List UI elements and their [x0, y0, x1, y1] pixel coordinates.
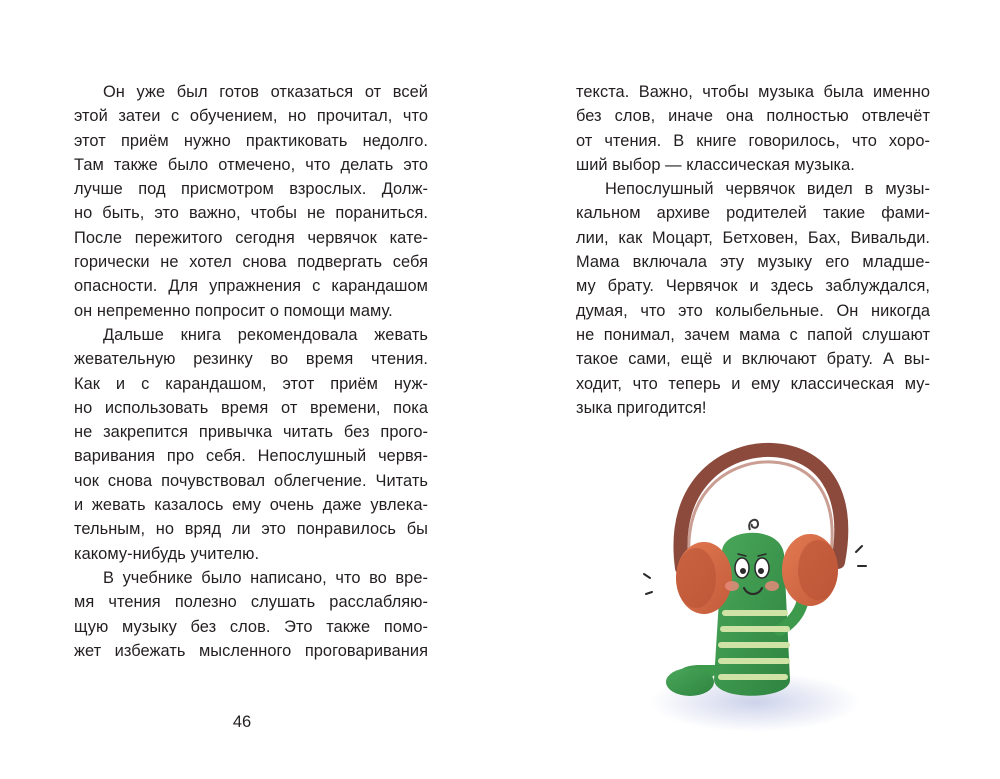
text-line: Мама включала эту музыку его младше-	[576, 253, 930, 272]
text-line: му брату. Червячок и здесь заблуждался,	[576, 277, 930, 296]
text-line: В учебнике было написано, что во вре-	[103, 568, 428, 587]
text-line: думая, что это колыбельные. Он никогда	[576, 301, 930, 320]
left-page-text	[74, 80, 428, 663]
right-page	[500, 0, 1000, 779]
text-line: но использовать время от времени, пока	[74, 398, 428, 417]
text-line: этот приём нужно практиковать недолго.	[74, 131, 428, 150]
text-line: жевательную резинку во время чтения.	[74, 350, 428, 369]
text-line: какому-нибудь учителю.	[74, 544, 260, 563]
text-line: от чтения. В книге говорилось, что хоро-	[576, 131, 930, 150]
text-line: Там также было отмечено, что делать это	[74, 155, 428, 174]
text-line: После пережитого сегодня червячок кате-	[74, 228, 428, 247]
text-line: тельным, но вряд ли это понравилось бы	[74, 520, 428, 539]
text-line: ший выбор — классическая музыка.	[576, 155, 855, 174]
text-line: не понимал, зачем мама с папой слушают	[576, 325, 930, 344]
text-line: Дальше книга рекомендовала жевать	[103, 325, 428, 344]
text-line: Как и с карандашом, этот приём нуж-	[74, 374, 428, 393]
text-line: лучше под присмотром взрослых. Долж-	[74, 180, 428, 199]
text-line: варивания про себя. Непослушный червя-	[74, 447, 428, 466]
text-line: мя чтения полезно слушать расслабляю-	[74, 593, 428, 612]
text-line: но быть, это важно, чтобы не пораниться.	[74, 204, 428, 223]
text-line: кальном архиве родителей такие фами-	[576, 204, 930, 223]
text-line: чок снова почувствовал облегчение. Читать	[74, 471, 428, 490]
text-line: не закрепится привычка читать без прого-	[74, 423, 428, 442]
text-line: Непослушный червячок видел в музы-	[605, 180, 930, 199]
right-ear-cup	[782, 534, 838, 606]
hair-curl	[749, 520, 758, 530]
text-line: и жевать казалось ему очень даже увлека-	[74, 496, 428, 515]
text-line: он непременно попросит о помощи маму.	[74, 301, 393, 320]
text-line: зыка пригодится!	[576, 398, 707, 417]
right-page-text	[576, 80, 930, 420]
text-line: Он уже был готов отказаться от всей	[103, 83, 428, 101]
text-line: текста. Важно, чтобы музыка была именно	[576, 83, 930, 101]
text-line: этой затеи с обучением, но прочитал, что	[74, 107, 428, 126]
worm-headphones-image	[630, 440, 870, 740]
left-ear-cup	[676, 542, 732, 614]
text-line: такое сами, ещё и включают брату. А вы-	[576, 350, 930, 369]
text-line: горически не хотел снова подвергать себя	[74, 253, 428, 272]
text-line: лии, как Моцарт, Бетховен, Бах, Вивальди.	[576, 228, 930, 247]
text-line: без слов, иначе она полностью отвлечёт	[576, 107, 930, 126]
text-line: щую музыку без слов. Это также помо-	[74, 617, 428, 636]
worm-headphones-illustration	[630, 440, 870, 740]
page-number: 46	[232, 713, 252, 731]
text-line: ходит, что теперь и ему классическая му-	[576, 374, 930, 393]
text-line: опасности. Для упражнения с карандашом	[74, 277, 428, 296]
text-line: жет избежать мысленного проговаривания	[74, 641, 428, 660]
